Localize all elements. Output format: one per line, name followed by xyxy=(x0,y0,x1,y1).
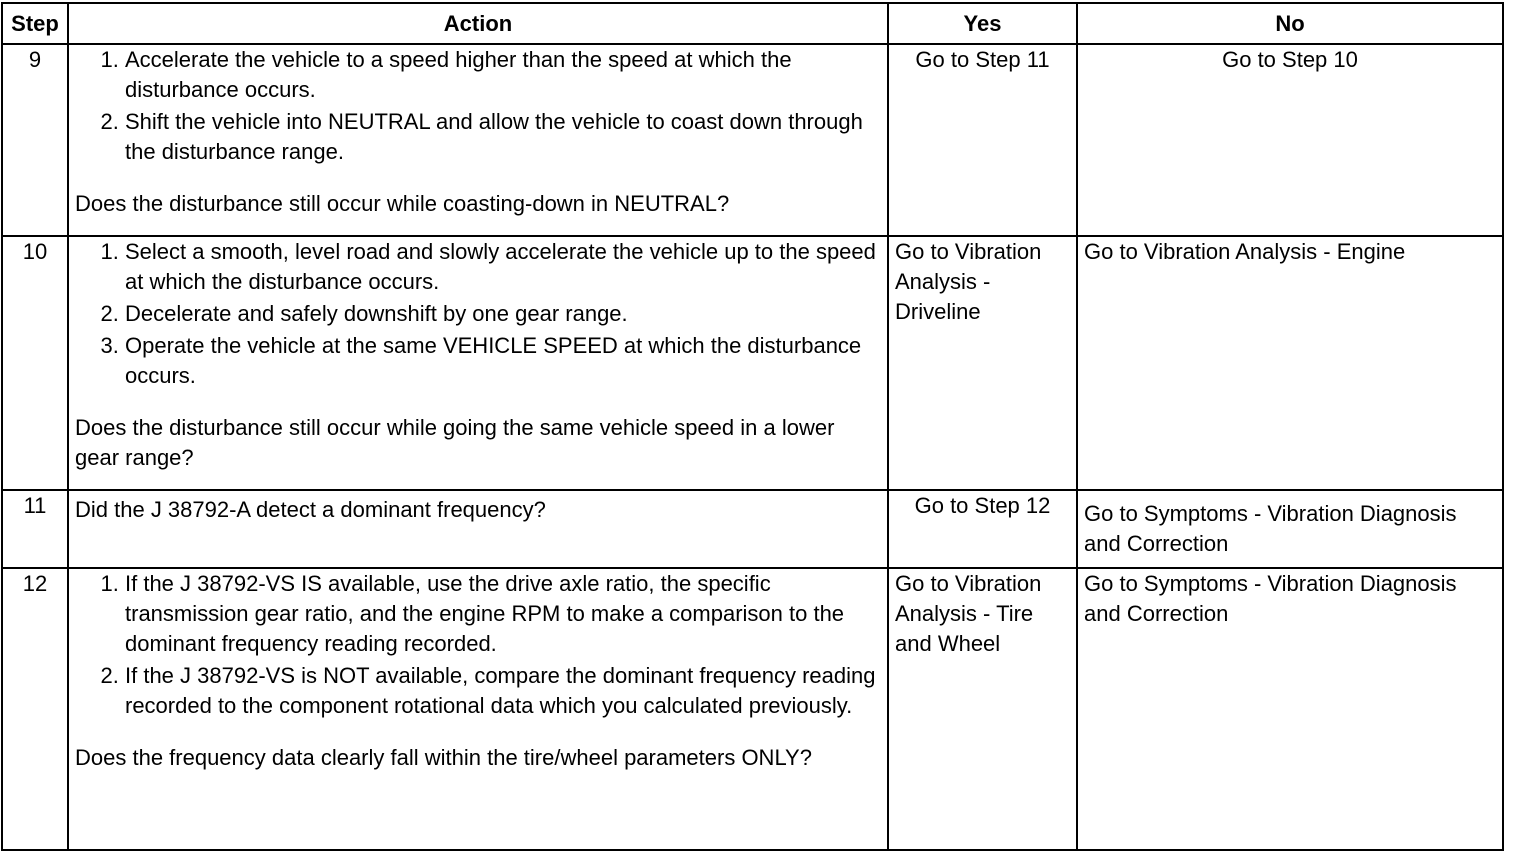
diagnostic-table xyxy=(1,2,1504,851)
action-list xyxy=(75,569,881,721)
yes-result: Go to Step 11 xyxy=(888,44,1077,236)
table-row xyxy=(2,236,1503,490)
action-cell xyxy=(68,44,888,236)
action-item: 1. If the J 38792-VS IS available, use the drive axle ratio, the specific transmission gear ratio, and the engine RPM to make a comparison to the dominant frequency reading recorded. xyxy=(125,569,881,659)
action-list xyxy=(75,45,881,167)
no-result: Go to Step 10 xyxy=(1077,44,1503,236)
table-row xyxy=(2,44,1503,236)
yes-result: Go to Step 12 xyxy=(888,490,1077,568)
header-row xyxy=(2,3,1503,44)
action-item: 1. Accelerate the vehicle to a speed higher than the speed at which the disturbance occurs. xyxy=(125,45,881,105)
action-item: 2. Shift the vehicle into NEUTRAL and allow the vehicle to coast down through the disturbance range. xyxy=(125,107,881,167)
header-action: Action xyxy=(68,3,888,44)
header-yes: Yes xyxy=(888,3,1077,44)
step-number: 10 xyxy=(2,236,68,490)
no-result: Go to Symptoms - Vibration Diagnosis and Correction xyxy=(1077,490,1503,568)
action-question: Does the disturbance still occur while going the same vehicle speed in a lower gear range? xyxy=(75,415,835,470)
action-question: Did the J 38792-A detect a dominant frequency? xyxy=(75,497,546,522)
step-number: 11 xyxy=(2,490,68,568)
action-question: Does the frequency data clearly fall within the tire/wheel parameters ONLY? xyxy=(75,745,812,770)
action-cell xyxy=(68,490,888,568)
action-question: Does the disturbance still occur while coasting-down in NEUTRAL? xyxy=(75,191,730,216)
no-result: Go to Vibration Analysis - Engine xyxy=(1077,236,1503,490)
header-step: Step xyxy=(2,3,68,44)
action-item: 2. If the J 38792-VS is NOT available, compare the dominant frequency reading recorded to the component rotational data which you calculated previously. xyxy=(125,661,881,721)
table-row xyxy=(2,490,1503,568)
action-list xyxy=(75,237,881,391)
action-item: 2. Decelerate and safely downshift by one gear range. xyxy=(125,299,881,329)
step-number: 12 xyxy=(2,568,68,850)
yes-result: Go to Vibration Analysis - Driveline xyxy=(888,236,1077,490)
table-row xyxy=(2,568,1503,850)
no-result: Go to Symptoms - Vibration Diagnosis and Correction xyxy=(1077,568,1503,850)
header-no: No xyxy=(1077,3,1503,44)
action-item: 1. Select a smooth, level road and slowly accelerate the vehicle up to the speed at which the disturbance occurs. xyxy=(125,237,881,297)
action-item: 3. Operate the vehicle at the same VEHICLE SPEED at which the disturbance occurs. xyxy=(125,331,881,391)
step-number: 9 xyxy=(2,44,68,236)
action-cell xyxy=(68,236,888,490)
action-cell xyxy=(68,568,888,850)
yes-result: Go to Vibration Analysis - Tire and Wheel xyxy=(888,568,1077,850)
